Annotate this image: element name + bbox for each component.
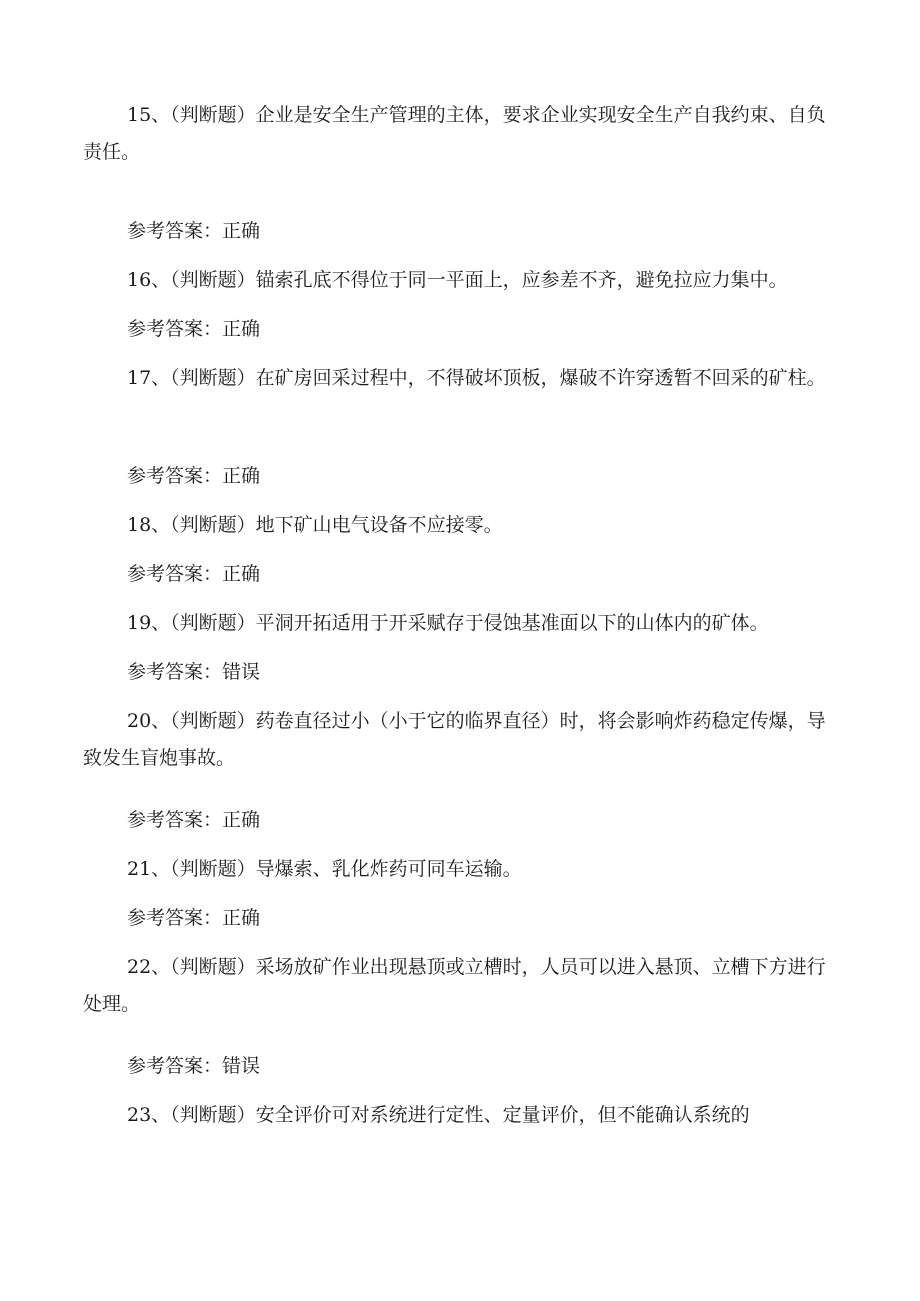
answer-21: 参考答案：正确	[127, 907, 261, 929]
answer-19: 参考答案：错误	[127, 661, 261, 683]
answer-20: 参考答案：正确	[127, 809, 261, 831]
answer-22: 参考答案：错误	[127, 1055, 261, 1077]
question-22: 22、（判断题）采场放矿作业出现悬顶或立槽时，人员可以进入悬顶、立槽下方进行处理。	[83, 956, 826, 1015]
answer-15: 参考答案：正确	[127, 220, 261, 242]
question-17: 17、（判断题）在矿房回采过程中，不得破坏顶板，爆破不许穿透暂不回采的矿柱。	[127, 367, 826, 389]
question-18: 18、（判断题）地下矿山电气设备不应接零。	[127, 514, 503, 536]
question-19: 19、（判断题）平洞开拓适用于开采赋存于侵蚀基准面以下的山体内的矿体。	[127, 612, 769, 634]
question-16: 16、（判断题）锚索孔底不得位于同一平面上，应参差不齐，避免拉应力集中。	[127, 269, 788, 291]
answer-17: 参考答案：正确	[127, 465, 261, 487]
answer-16: 参考答案：正确	[127, 318, 261, 340]
question-23: 23、（判断题）安全评价可对系统进行定性、定量评价，但不能确认系统的	[127, 1104, 750, 1126]
question-21: 21、（判断题）导爆索、乳化炸药可同车运输。	[127, 858, 522, 880]
question-20: 20、（判断题）药卷直径过小（小于它的临界直径）时，将会影响炸药稳定传爆，导致发生盲炮事故。	[83, 710, 826, 769]
answer-18: 参考答案：正确	[127, 563, 261, 585]
question-15: 15、（判断题）企业是安全生产管理的主体，要求企业实现安全生产自我约束、自负责任。	[83, 104, 826, 163]
